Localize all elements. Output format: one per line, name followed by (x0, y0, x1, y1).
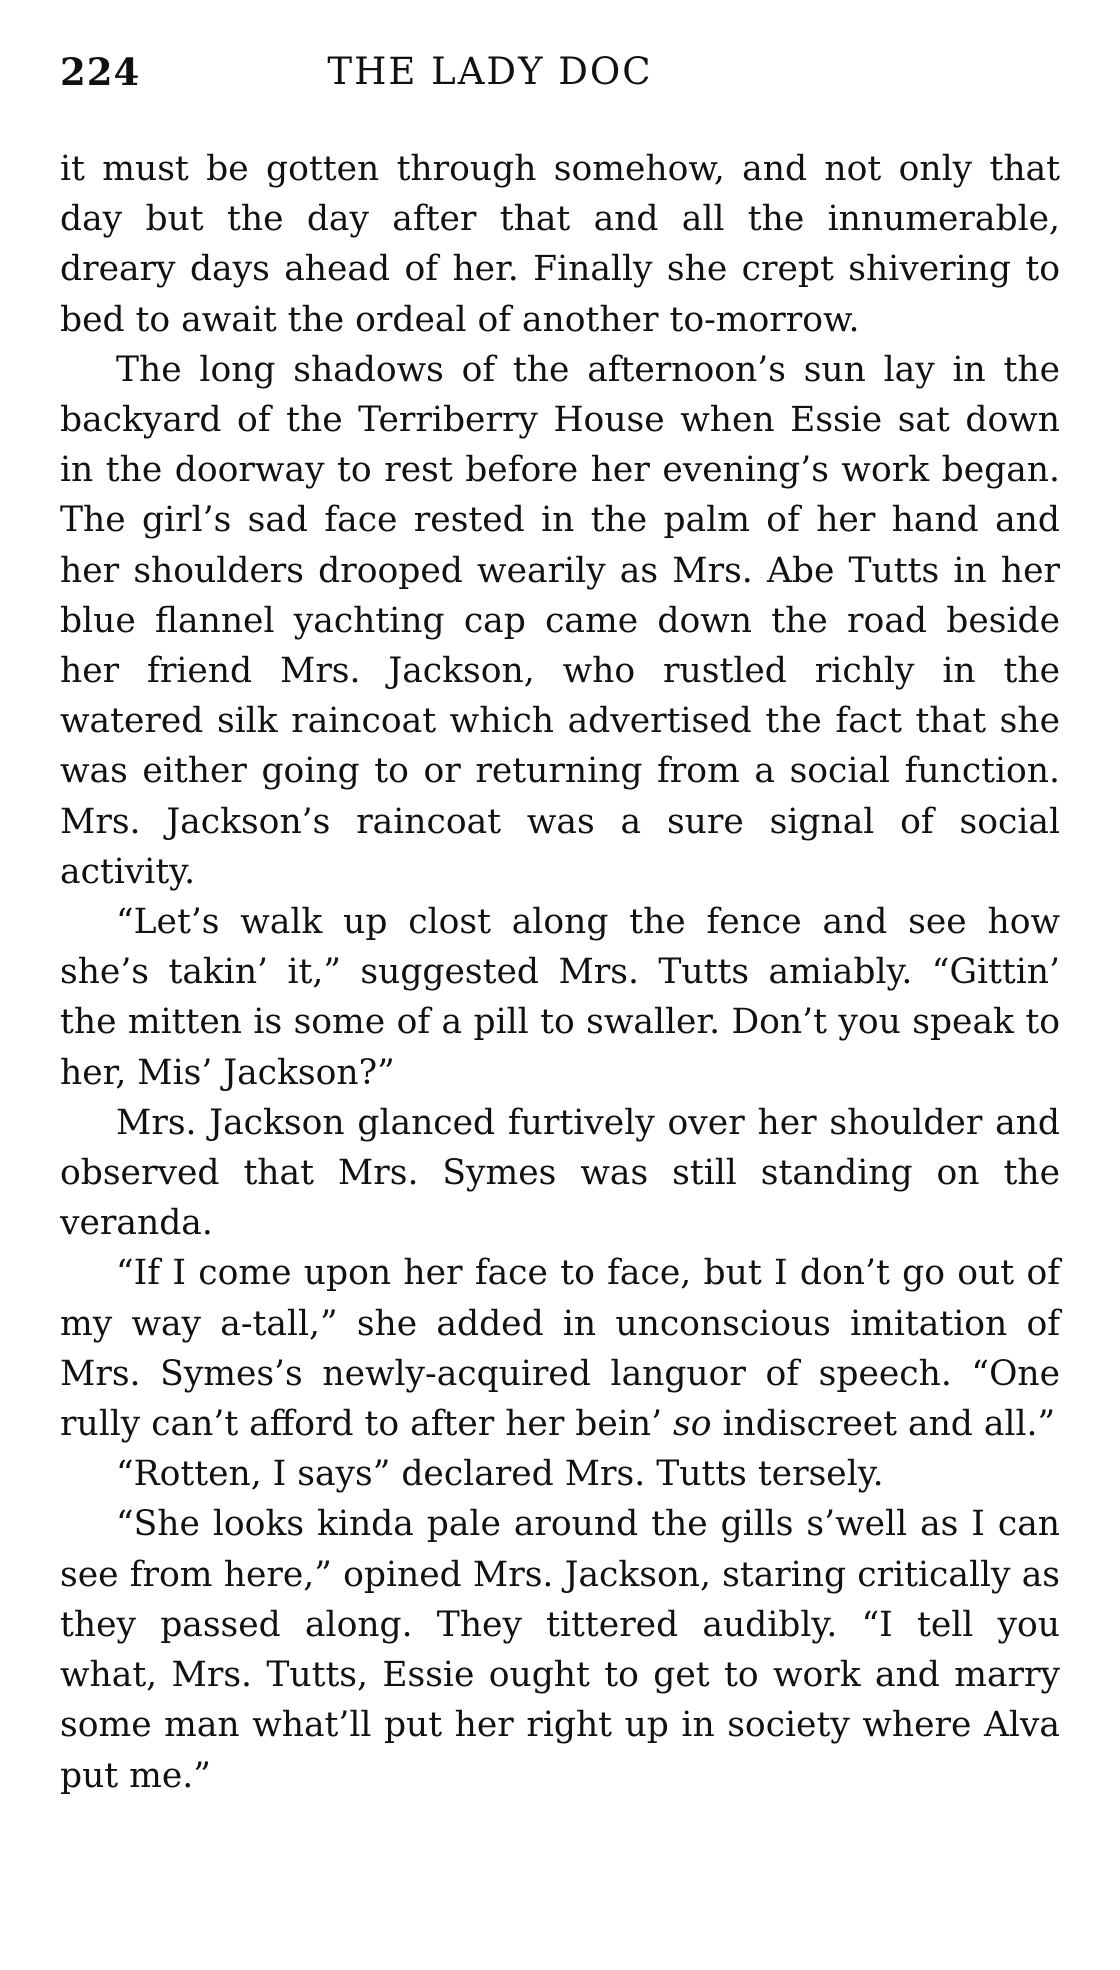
paragraph-tutts-rotten: “Rotten, I says” declared Mrs. Tutts tersely. (116, 1454, 884, 1495)
paragraph-continuation: it must be gotten through somehow, and not only that day but the day after that and all the innumerable, dreary days ahead of her. Finally she crept shivering to bed to await the ordeal of another to-morrow. (60, 149, 1060, 340)
reply-text-end: indiscreet and all.” (711, 1404, 1056, 1445)
paragraph-jackson-gills: “She looks kinda pale around the gills s’well as I can see from here,” opined Mrs. Jackson, staring critically as they passed along. They tittered audibly. “I tell you what, Mrs. Tutts, Essie ought to get to work and marry some man what’ll put her right up in society where Alva put me.” (60, 1504, 1060, 1796)
paragraph-terriberry-house: The long shadows of the afternoon’s sun lay in the backyard of the Terriberry House when Essie sat down in the doorway to rest before her evening’s work began. The girl’s sad face rested in the palm of her hand and her shoulders drooped wearily as Mrs. Abe Tutts in her blue flannel yachting cap came down the road beside her friend Mrs. Jackson, who rustled richly in the watered silk raincoat which advertised the fact that she was either going to or returning from a social function. Mrs. Jackson’s raincoat was a sure signal of social activity. (60, 349, 1060, 892)
page-number: 224 (60, 50, 141, 94)
page-header (60, 50, 1060, 106)
paragraph-tutts-suggestion: “Let’s walk up clost along the fence and see how she’s takin’ it,” suggested Mrs. Tutts amiably. “Gittin’ the mitten is some of a pill to swaller. Don’t you speak to her, Mis’ Jackson?” (60, 902, 1060, 1093)
reply-text-start: “If I come upon her face to face, but I don’t go out of my way a-tall,” she added in unconscious imitation of Mrs. Symes’s newly-acquired languor of speech. “One rully can’t afford to after her bein’ (60, 1253, 1060, 1445)
paragraph-jackson-glance: Mrs. Jackson glanced furtively over her shoulder and observed that Mrs. Symes was still standing on the veranda. (60, 1102, 1060, 1244)
body-text (60, 144, 1060, 1801)
emphasized-word: so (673, 1404, 712, 1445)
running-title: THE LADY DOC (327, 50, 653, 93)
paragraph-jackson-reply (60, 1248, 1060, 1449)
